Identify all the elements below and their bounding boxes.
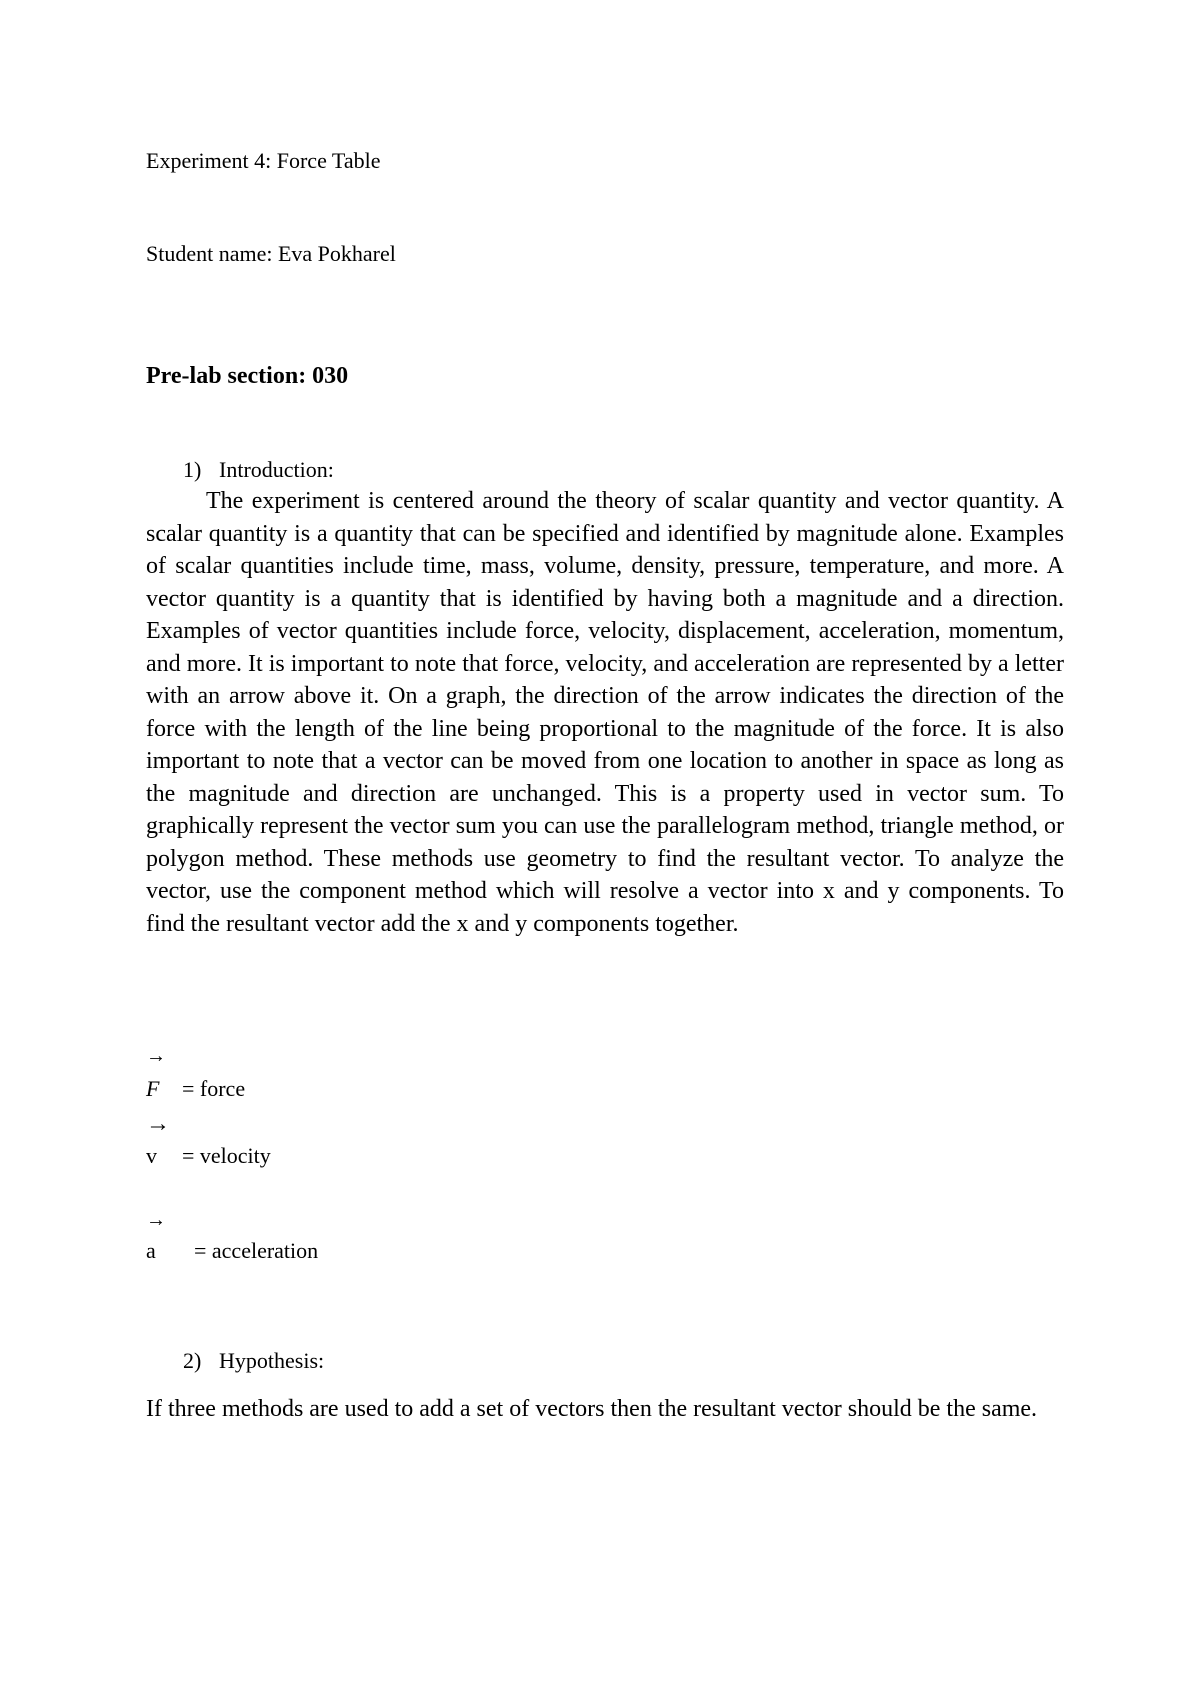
velocity-definition: [146, 1142, 271, 1170]
acceleration-definition-text: = acceleration: [194, 1238, 319, 1263]
hypothesis-heading: [183, 1346, 324, 1376]
force-arrow: →: [146, 1045, 166, 1067]
student-name: Student name: Eva Pokharel: [146, 241, 396, 266]
velocity-arrow: →: [146, 1111, 170, 1137]
introduction-heading-label: Introduction:: [219, 457, 334, 482]
hypothesis-number: 2): [183, 1348, 202, 1373]
velocity-definition-text: = velocity: [182, 1143, 271, 1168]
force-symbol: F: [146, 1076, 160, 1101]
hypothesis-paragraph: If three methods are used to add a set of vectors then the resultant vector should be the same.: [146, 1396, 1038, 1422]
introduction-heading: [183, 455, 334, 485]
force-definition-text: = force: [182, 1076, 246, 1101]
introduction-number: 1): [183, 457, 202, 482]
document-title: Experiment 4: Force Table: [146, 148, 381, 173]
velocity-symbol: v: [146, 1143, 157, 1168]
hypothesis-heading-label: Hypothesis:: [219, 1348, 325, 1373]
force-definition: [146, 1075, 245, 1103]
introduction-paragraph: The experiment is centered around the theory of scalar quantity and vector quantity. A scalar quantity is a quantity that can be specified and identified by magnitude alone. Examples of scalar quantities include time, mass, volume, density, pressure, temperature, and more. A vector quantity is a quantity that is identified by having both a magnitude and a direction. Examples of vector quantities include force, velocity, displacement, acceleration, momentum, and more. It is important to note that force, velocity, and acceleration are represented by a letter with an arrow above it. On a graph, the direction of the arrow indicates the direction of the force with the length of the line being proportional to the magnitude of the force. It is also important to note that a vector can be moved from one location to another in space as long as the magnitude and direction are unchanged. This is a property used in vector sum. To graphically represent the vector sum you can use the parallelogram method, triangle method, or polygon method. These methods use geometry to find the resultant vector. To analyze the vector, use the component method which will resolve a vector into x and y components. To find the resultant vector add the x and y components together.: [146, 488, 1064, 937]
prelab-section: Pre-lab section: 030: [146, 363, 349, 389]
acceleration-symbol: a: [146, 1238, 156, 1263]
acceleration-definition: [146, 1237, 318, 1265]
acceleration-arrow: →: [146, 1209, 166, 1231]
